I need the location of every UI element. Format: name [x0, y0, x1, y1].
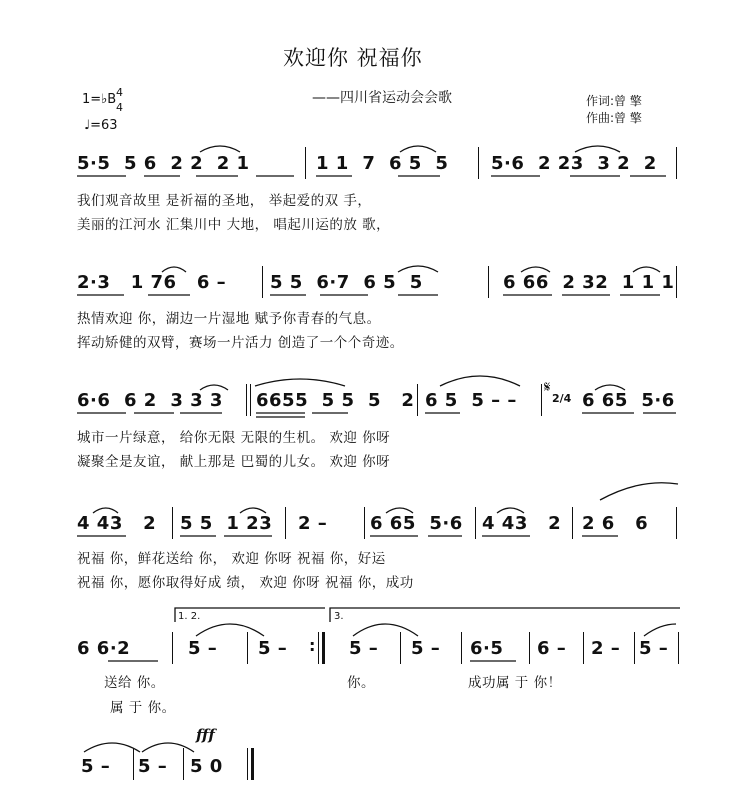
- row3-lyrics-verse1: 城市一片绿意， 给你无限 无限的生机。 欢迎 你呀: [77, 430, 391, 446]
- row2-m1-notes: 2·3 1 76 6 –: [77, 272, 227, 293]
- slur: [386, 508, 413, 513]
- row3-m1-notes: 6·6 6 2 3 3 3: [77, 390, 223, 411]
- row5-lyrics-verse1-c: 成功属 于 你！: [468, 675, 562, 691]
- slur: [200, 385, 228, 390]
- segno-sign: 𝄋: [544, 378, 551, 396]
- row4-m2-notes: 5 5 1 23: [180, 513, 273, 534]
- tie: [644, 624, 676, 636]
- row3-m4-notes: 6 65 5·6: [582, 390, 675, 411]
- slur: [497, 508, 524, 513]
- volta-line-1-2: [175, 608, 325, 622]
- slur: [255, 379, 345, 386]
- row5-lyrics-verse2: 属 于 你。: [110, 700, 176, 716]
- volta-bracket-1-2: 1. 2.: [178, 611, 201, 622]
- row2-m3-notes: 6 66 2 32 1 1 1: [503, 272, 675, 293]
- slur: [400, 146, 436, 152]
- composer-credit: 作曲:曾 擎: [586, 111, 642, 125]
- row2-lyrics-verse1: 热情欢迎 你，湖边一片湿地 赋予你青春的气息。: [77, 311, 381, 327]
- slur: [521, 267, 550, 272]
- row2-m2-notes: 5 5 6·7 6 5 5: [270, 272, 423, 293]
- tie: [353, 624, 418, 636]
- row6-m2-notes: 5 –: [138, 756, 168, 777]
- repeat-dots: :: [309, 636, 316, 655]
- row5-lyrics-verse1-b: 你。: [347, 675, 375, 691]
- row2-lyrics-verse2: 挥动矫健的双臂，赛场一片活力 创造了一个个奇迹。: [77, 335, 404, 351]
- tie: [84, 743, 140, 752]
- row5-m9-notes: 5 –: [639, 638, 669, 659]
- row4-m1-notes: 4 43 2: [77, 513, 157, 534]
- row4-lyrics-verse1: 祝福 你，鲜花送给 你， 欢迎 你呀 祝福 你，好运: [77, 551, 386, 567]
- row5-m4-notes: 5 –: [349, 638, 379, 659]
- slur: [633, 267, 660, 272]
- time-signature-top: 4: [116, 86, 123, 99]
- slur: [398, 266, 438, 272]
- row3-m3-notes: 6 5 5 – –: [425, 390, 517, 411]
- slur: [200, 146, 240, 152]
- row1-lyrics-verse2: 美丽的江河水 汇集川中 大地， 唱起川运的放 歌，: [77, 217, 391, 233]
- song-subtitle: ——四川省运动会会歌: [312, 90, 452, 106]
- slur: [440, 376, 520, 386]
- tie: [196, 624, 264, 636]
- row1-m2-notes: 1 1 7 6 5 5: [316, 153, 449, 174]
- tie: [142, 743, 194, 752]
- row5-lyrics-verse1-a: 送给 你。: [104, 675, 165, 691]
- row5-m7-notes: 6 –: [537, 638, 567, 659]
- lyricist-credit: 作词:曾 擎: [586, 94, 642, 108]
- key-signature: 1=♭B: [82, 92, 117, 107]
- tempo-marking: ♩=63: [84, 118, 118, 133]
- row4-m5-notes: 4 43 2: [482, 513, 562, 534]
- time-signature-bottom: 4: [116, 101, 123, 114]
- row4-m3-notes: 2 –: [298, 513, 328, 534]
- time-signature-change: 2/4: [552, 392, 572, 405]
- row5-m3-notes: 5 –: [258, 638, 288, 659]
- volta-line-3: [330, 608, 680, 622]
- row4-lyrics-verse2: 祝福 你，愿你取得好成 绩， 欢迎 你呀 祝福 你，成功: [77, 575, 414, 591]
- row5-m5-notes: 5 –: [411, 638, 441, 659]
- row6-m3-notes: 5 0: [190, 756, 223, 777]
- slur: [595, 385, 625, 390]
- row5-m6-notes: 6·5: [470, 638, 504, 659]
- dynamic-fff: fff: [196, 726, 215, 744]
- row5-m2-notes: 5 –: [188, 638, 218, 659]
- row4-m6-notes: 2 6 6: [582, 513, 649, 534]
- row1-m1-notes: 5·5 5 6 2 2 2 1: [77, 153, 250, 174]
- volta-bracket-3: 3.: [334, 611, 344, 622]
- song-title: 欢迎你 祝福你: [283, 46, 423, 70]
- slur: [575, 146, 620, 152]
- row3-lyrics-verse2: 凝聚全是友谊， 献上那是 巴蜀的儿女。 欢迎 你呀: [77, 454, 391, 470]
- row4-m4-notes: 6 65 5·6: [370, 513, 463, 534]
- slur: [162, 267, 186, 272]
- slur: [240, 508, 266, 513]
- slur: [93, 508, 118, 513]
- tie: [600, 483, 678, 500]
- row5-m1-notes: 6 6·2: [77, 638, 131, 659]
- row3-m2-notes: 6655 5 5 5 2: [256, 390, 415, 411]
- row6-m1-notes: 5 –: [81, 756, 111, 777]
- row1-m3-notes: 5·6 2 23 3 2 2: [491, 153, 657, 174]
- row5-m8-notes: 2 –: [591, 638, 621, 659]
- row1-lyrics-verse1: 我们观音故里 是祈福的圣地， 举起爱的双 手，: [77, 193, 372, 209]
